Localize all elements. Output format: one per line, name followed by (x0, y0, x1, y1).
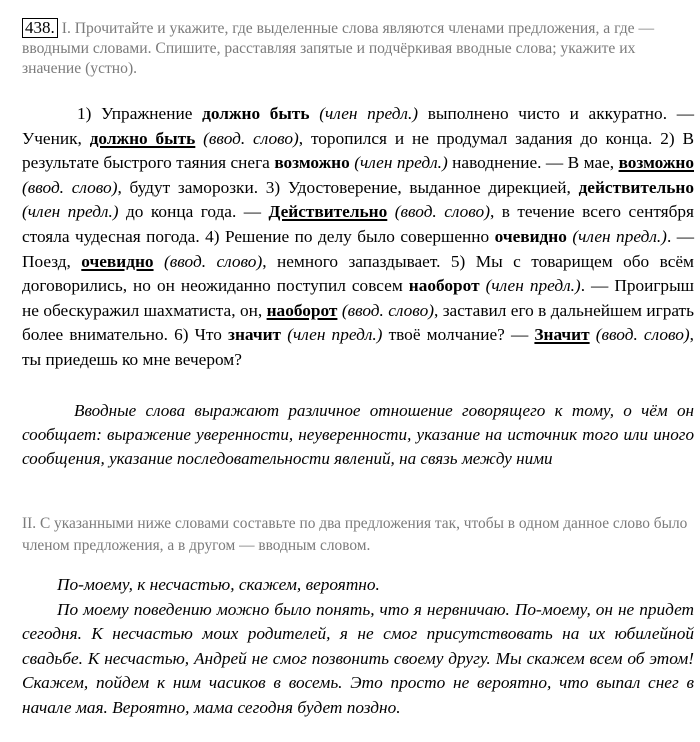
role-note: (ввод. слово) (164, 251, 263, 271)
answer-text: , в течение всего сентября стояла чудесная погода. 4) Решение по делу было совершенно (22, 202, 694, 246)
introductory-word: очевидно (81, 251, 154, 271)
answer-text: , торопился и не продумал задания до конца. 2) В результате быстрого таяния снега (22, 128, 694, 173)
answer-text: , ты приедешь ко мне вечером? (22, 325, 694, 369)
example-sentences: По моему поведению можно было понять, что я нервничаю. По-моему, он не придет сегодня. К несчастью моих родителей, я не смог присутствовать на их юбилейной свадьбе. К несчастью, Андрей не смог позвонить своему другу. Мы скажем всем об этом! Скажем, пойдем к ним часиков в восемь. Это просто не вероятно, что выпал снег в начале мая. Вероятно, мама сегодня будет поздно. (22, 599, 694, 717)
target-word: значит (228, 325, 282, 345)
target-word: наоборот (408, 276, 480, 296)
introductory-word: Действительно (268, 202, 388, 222)
answer-text: . — Проигрыш не обескуражил шахматиста, он, (22, 276, 694, 320)
role-note: (ввод. слово) (394, 202, 490, 222)
role-note: (ввод. слово) (341, 300, 434, 320)
role-note: (член предл.) (22, 202, 119, 222)
role-note: (член предл.) (354, 153, 448, 173)
answer-text: , будут заморозки. 3) Удостоверение, выданное дирекцией, (117, 177, 579, 197)
role-note: (член предл.) (485, 276, 581, 296)
role-note: (член предл.) (319, 104, 419, 123)
introductory-word: наоборот (266, 300, 338, 320)
task-2-answer (22, 573, 694, 721)
target-word: должно быть (202, 104, 310, 123)
task-1-answer (22, 102, 694, 373)
target-word: очевидно (494, 226, 567, 246)
task-1-instruction-block (22, 18, 694, 79)
role-note: (ввод. слово) (203, 128, 299, 148)
introductory-word: Значит (534, 325, 590, 345)
target-word: действительно (578, 177, 694, 197)
role-note: (ввод. слово) (595, 325, 690, 345)
target-word: возможно (274, 153, 350, 173)
word-list: По-моему, к несчастью, скажем, вероятно. (57, 575, 380, 594)
answer-text: , заставил его в дальнейшем играть более внимательно. 6) Что (22, 300, 694, 345)
answer-text: . — Поезд, (22, 226, 695, 271)
answer-text: 1) Упражнение (77, 104, 203, 123)
task-1-instruction: I. Прочитайте и укажите, где выделенные слова являются членами предложения, а где — вводными словами. Спишите, расставляя запятые и подчёркивая вводные слова; укажите их значение (устно). (22, 20, 655, 77)
role-note: (член предл.) (287, 325, 383, 345)
answer-text: наводнение. — В мае, (447, 153, 619, 173)
answer-text: до конца года. — (118, 202, 269, 222)
answer-text: , немного запаздывает. 5) Мы с товарищем обо всём договорились, но он неожиданно поступил совсем (22, 251, 694, 296)
answer-text: выполнено чисто и аккуратно. — Ученик, (22, 104, 694, 148)
exercise-number: 438. (22, 18, 58, 38)
introductory-word: возможно (618, 153, 694, 173)
introductory-word: должно быть (89, 128, 196, 148)
role-note: (член предл.) (572, 226, 667, 246)
answer-text: твоё молчание? — (382, 325, 535, 345)
task-2-instruction: II. С указанными ниже словами составьте по два предложения так, чтобы в одном данное слово было членом предложения, а в другом — вводным словом. (22, 515, 688, 554)
role-note: (ввод. слово) (22, 177, 118, 197)
rule-note: Вводные слова выражают различное отношение говорящего к тому, о чём он сообщает: выражение уверенности, неуверенности, указание на источник того или иного сообщения, указание последовательности явлений, на связь между ними (22, 401, 694, 469)
